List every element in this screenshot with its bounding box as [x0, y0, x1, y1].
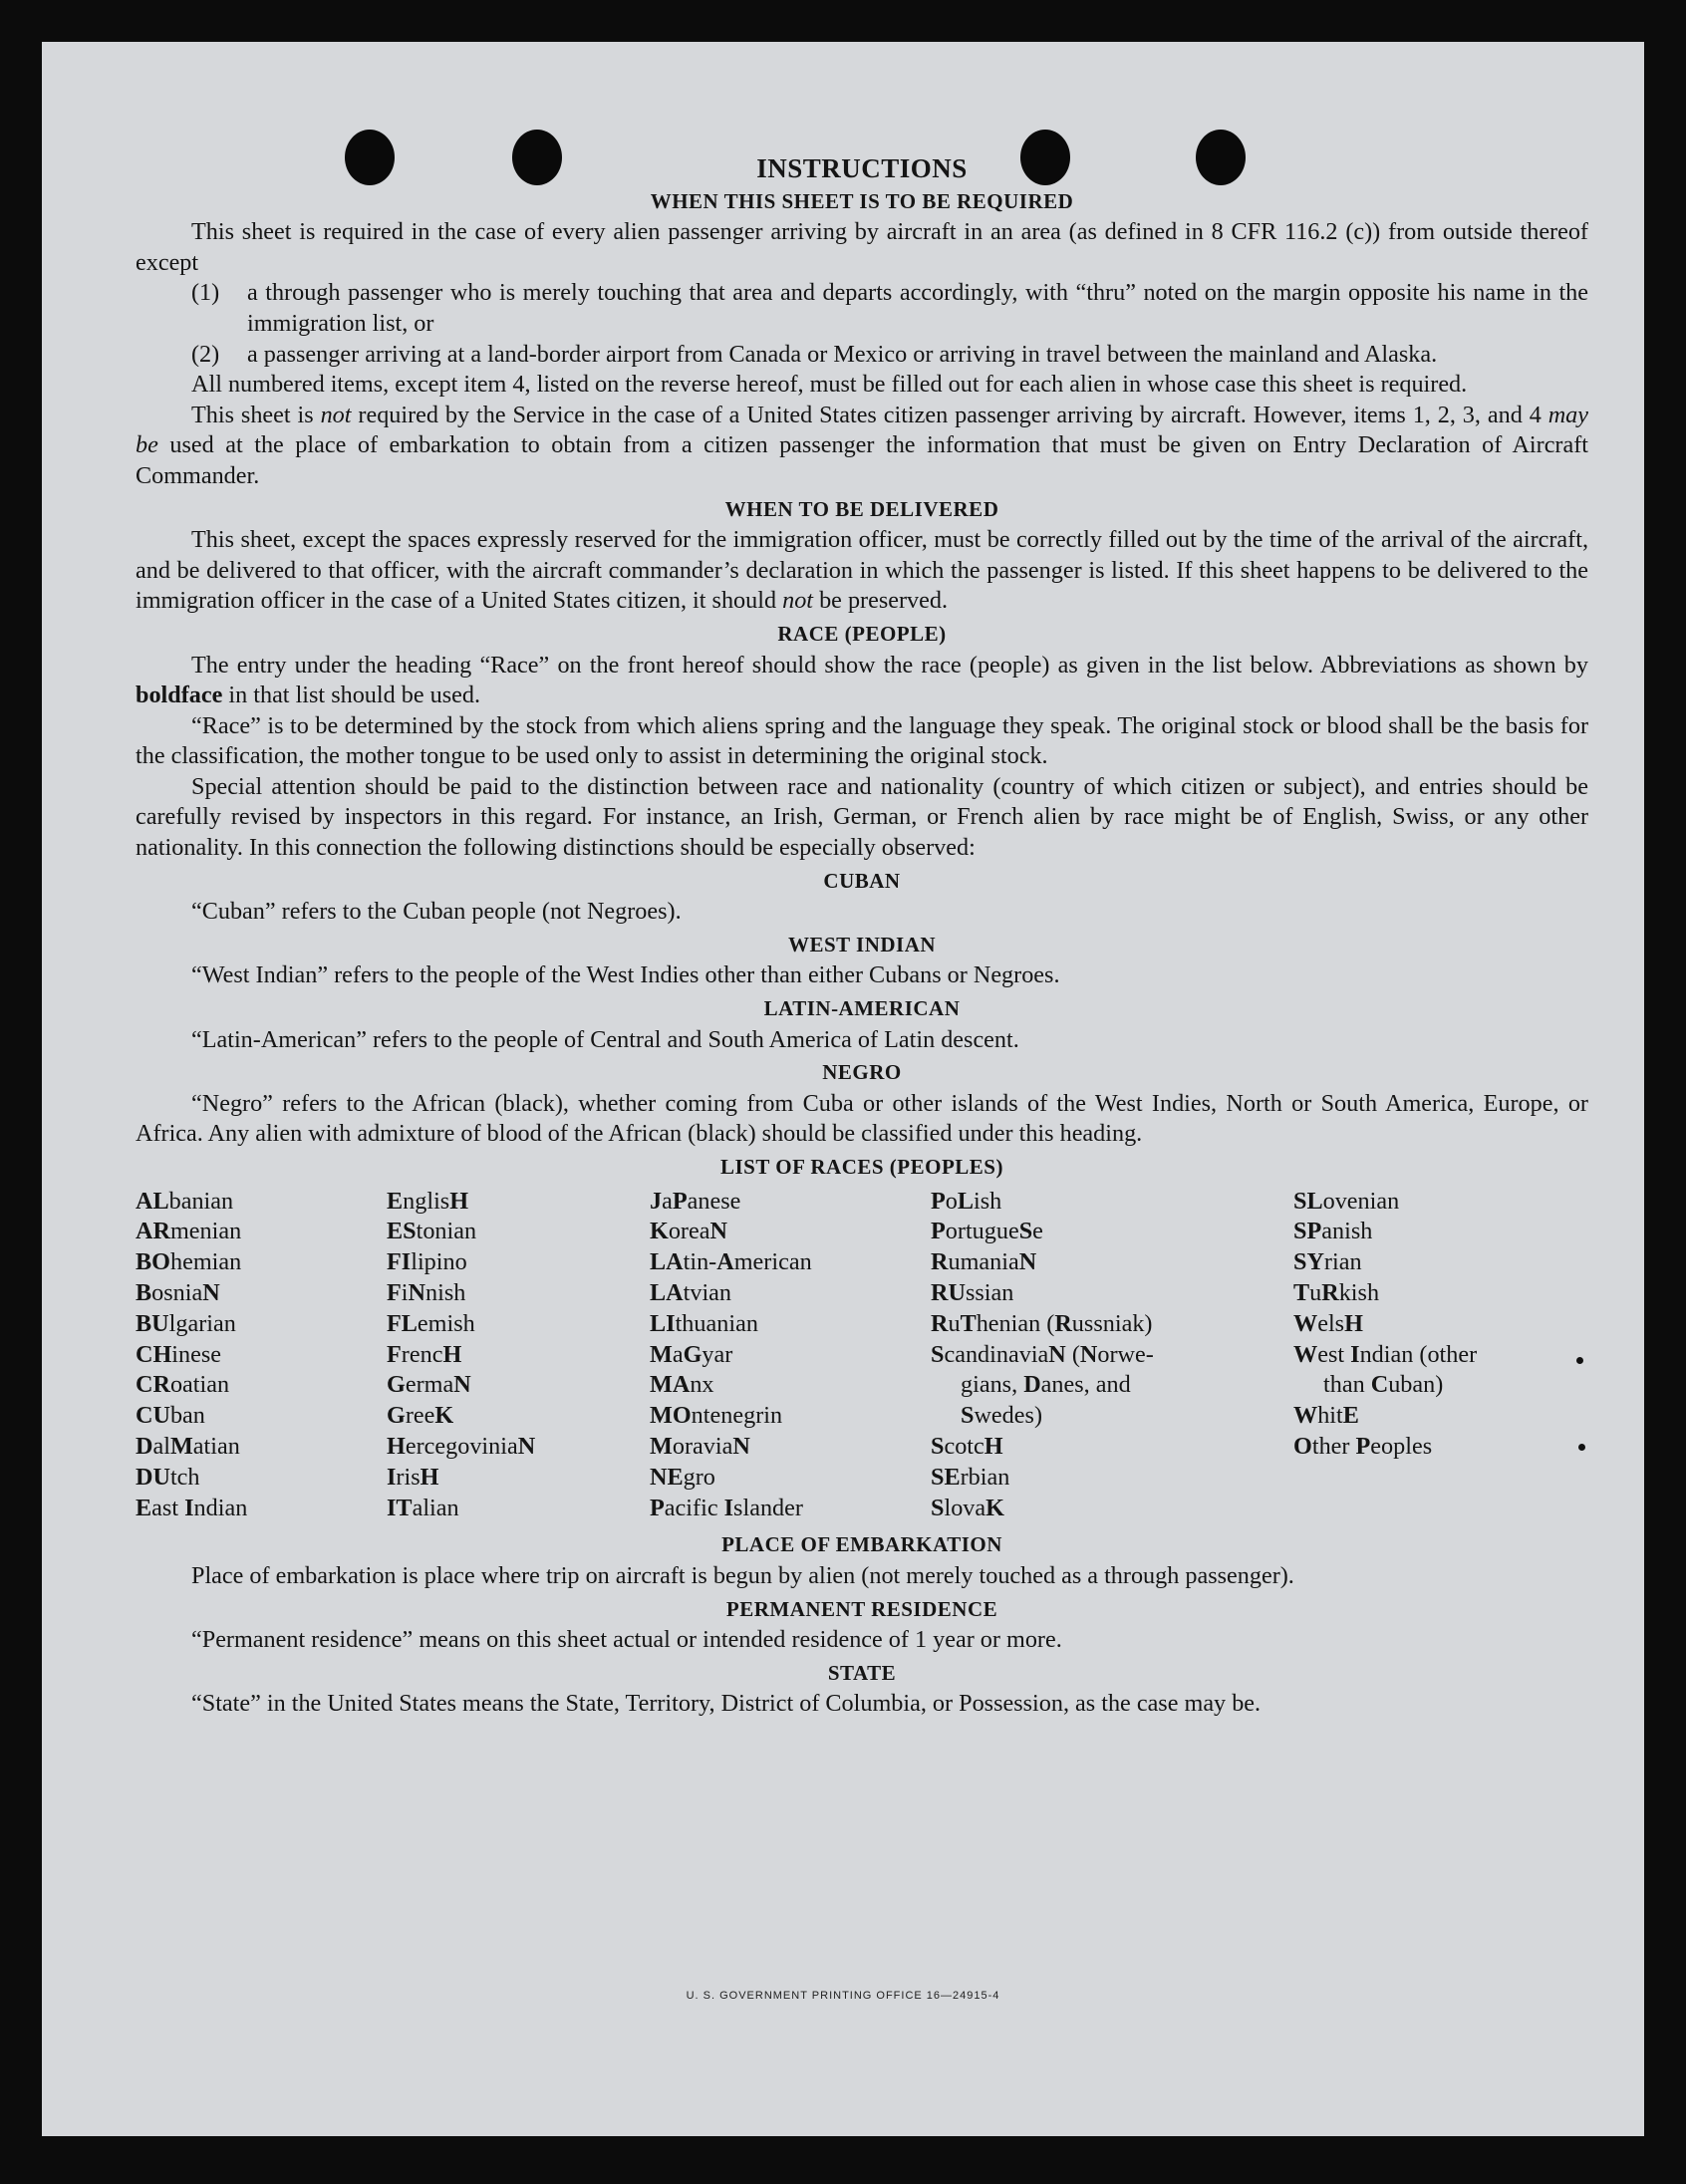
race-entry: WelsH: [1293, 1309, 1363, 1337]
delivered-paragraph: This sheet, except the spaces expressly reserved for the immigration officer, must be correctly filled out by the time of the arrival of the aircraft, and be delivered to that officer, with the aircraft commander’s declaration in which the passenger is listed. If this sheet happens to be delivered to the immigration officer in the case of a United States citizen, it should not be preserved.: [136, 526, 1588, 615]
race-entry: CHinese: [136, 1340, 222, 1368]
race-entry: MaGyar: [650, 1340, 733, 1368]
race-entry: RumaniaN: [931, 1248, 1037, 1276]
race-entry: ALbanian: [136, 1187, 234, 1215]
race-entry: EnglisH: [387, 1187, 469, 1215]
race-entry: LAtin-American: [650, 1248, 812, 1276]
race-entry: SlovaK: [931, 1494, 1004, 1521]
race-entry: MoraviaN: [650, 1432, 750, 1460]
heading-cuban: CUBAN: [823, 868, 901, 893]
state-text: “State” in the United States means the State, Territory, District of Columbia, or Possession, as the case may be.: [191, 1690, 1262, 1718]
race-entry: ITalian: [387, 1494, 459, 1521]
race-entry: FiNnish: [387, 1278, 466, 1306]
cuban-text: “Cuban” refers to the Cuban people (not Negroes).: [191, 898, 682, 926]
race-entry: WhitE: [1293, 1402, 1359, 1430]
race-entry: IrisH: [387, 1463, 439, 1491]
race-stock-paragraph: “Race” is to be determined by the stock from which aliens spring and the language they speak. The original stock or blood shall be the basis for the classification, the mother tongue to be used only to assist in determining the original stock.: [136, 711, 1588, 770]
numbered-items-paragraph: All numbered items, except item 4, listed on the reverse hereof, must be filled out for each alien in whose case this sheet is required.: [191, 371, 1468, 399]
exception-text: a passenger arriving at a land-border airport from Canada or Mexico or arriving in travel between the mainland and Alaska.: [247, 340, 1438, 368]
race-entry: SYrian: [1293, 1248, 1362, 1276]
race-entry: CUban: [136, 1402, 205, 1430]
race-entry: PortugueSe: [931, 1218, 1043, 1245]
races-list: [136, 1187, 1588, 1524]
race-entry: FrencH: [387, 1340, 462, 1368]
negro-text: “Negro” refers to the African (black), whether coming from Cuba or other islands of the West Indies, North or South America, Europe, or Africa. Any alien with admixture of blood of the African (black) should be classified under this heading.: [136, 1089, 1588, 1148]
race-entry: GreeK: [387, 1402, 454, 1430]
races-column: [136, 1187, 387, 1524]
race-entry: EStonian: [387, 1218, 477, 1245]
race-entry: MOntenegrin: [650, 1402, 783, 1430]
race-entry: GermaN: [387, 1371, 471, 1399]
page-title: INSTRUCTIONS: [756, 153, 968, 183]
race-entry: West Indian (other: [1293, 1340, 1478, 1368]
latin-american-text: “Latin-American” refers to the people of Central and South America of Latin descent.: [191, 1025, 1019, 1053]
exception-item: [191, 278, 1588, 339]
race-entry: LIthuanian: [650, 1309, 758, 1337]
races-column: [387, 1187, 650, 1524]
heading-delivered: WHEN TO BE DELIVERED: [724, 496, 999, 521]
west-indian-text: “West Indian” refers to the people of the West Indies other than either Cubans or Negroes.: [191, 961, 1060, 989]
race-entry: BUlgarian: [136, 1309, 236, 1337]
race-entry: JaPanese: [650, 1187, 741, 1215]
exception-item: [191, 340, 1588, 371]
embarkation-text: Place of embarkation is place where trip on aircraft is begun by alien (not merely touched as a through passenger).: [191, 1561, 1294, 1589]
race-entry: FIlipino: [387, 1248, 467, 1276]
race-entry: gians, Danes, and: [961, 1371, 1131, 1399]
race-entry: MAnx: [650, 1371, 714, 1399]
races-column: [931, 1187, 1293, 1524]
heading-required: WHEN THIS SHEET IS TO BE REQUIRED: [650, 188, 1074, 213]
race-entry: NEgro: [650, 1463, 715, 1491]
race-entry: East Indian: [136, 1494, 248, 1521]
heading-race: RACE (PEOPLE): [777, 621, 947, 646]
printer-imprint: U. S. GOVERNMENT PRINTING OFFICE 16—24915-4: [686, 1990, 1000, 2002]
race-entry: Other Peoples: [1293, 1432, 1433, 1460]
required-intro: This sheet is required in the case of every alien passenger arriving by aircraft in an area (as defined in 8 CFR 116.2 (c)) from outside thereof except: [136, 218, 1588, 276]
heading-embarkation: PLACE OF EMBARKATION: [721, 1532, 1002, 1557]
race-entry: SPanish: [1293, 1218, 1373, 1245]
residence-text: “Permanent residence” means on this sheet actual or intended residence of 1 year or more.: [191, 1626, 1062, 1654]
race-entry: ScandinaviaN (Norwe-: [931, 1340, 1154, 1368]
race-entry: RUssian: [931, 1278, 1014, 1306]
document-sheet: [42, 42, 1644, 2136]
race-entry: BosniaN: [136, 1278, 220, 1306]
races-column: [650, 1187, 931, 1524]
race-entry: SLovenian: [1293, 1187, 1400, 1215]
race-entry: CRoatian: [136, 1371, 230, 1399]
race-entry: HercegoviniaN: [387, 1432, 536, 1460]
citizen-paragraph: This sheet is not required by the Service in the case of a United States citizen passenger arriving by aircraft. However, items 1, 2, 3, and 4 may be used at the place of embarkation to obtain from a citizen passenger the information that must be given on Entry Declaration of Aircraft Commander.: [136, 401, 1588, 489]
race-entry: ARmenian: [136, 1218, 242, 1245]
race-entry: TuRkish: [1293, 1278, 1380, 1306]
race-entry: DalMatian: [136, 1432, 240, 1460]
heading-latin-american: LATIN-AMERICAN: [763, 996, 961, 1021]
exception-number: (2): [191, 340, 220, 368]
race-entry: Pacific Islander: [650, 1494, 803, 1521]
race-entry: Swedes): [961, 1402, 1042, 1430]
heading-permanent-residence: PERMANENT RESIDENCE: [725, 1596, 998, 1621]
race-entry: RuThenian (Russniak): [931, 1309, 1153, 1337]
heading-negro: NEGRO: [822, 1060, 902, 1085]
races-column: [1293, 1187, 1588, 1524]
race-entry: BOhemian: [136, 1248, 242, 1276]
exception-number: (1): [191, 279, 220, 307]
heading-list-of-races: LIST OF RACES (PEOPLES): [720, 1155, 1003, 1179]
race-entry: than Cuban): [1323, 1371, 1444, 1399]
race-nationality-paragraph: Special attention should be paid to the distinction between race and nationality (country of which citizen or subject), and entries should be carefully revised by inspectors in this regard. For instance, an Irish, German, or French alien by race might be of English, Swiss, or any other nationality. In this connection the following distinctions should be especially observed:: [136, 772, 1588, 862]
race-entry: LAtvian: [650, 1278, 732, 1306]
race-entry: KoreaN: [650, 1218, 727, 1245]
race-entry: PoLish: [931, 1187, 1002, 1215]
race-entry: DUtch: [136, 1463, 200, 1491]
race-entry: SErbian: [931, 1463, 1010, 1491]
instructions-content: [136, 147, 1588, 1720]
race-paragraph: The entry under the heading “Race” on the front hereof should show the race (people) as given in the list below. Abbreviations as shown by boldface in that list should be used.: [136, 651, 1588, 709]
heading-west-indian: WEST INDIAN: [787, 932, 937, 956]
race-entry: ScotcH: [931, 1432, 1003, 1460]
race-entry: FLemish: [387, 1309, 475, 1337]
exception-text: a through passenger who is merely touching that area and departs accordingly, with “thru” noted on the margin opposite his name in the immigration list, or: [247, 279, 1588, 337]
heading-state: STATE: [827, 1660, 897, 1685]
